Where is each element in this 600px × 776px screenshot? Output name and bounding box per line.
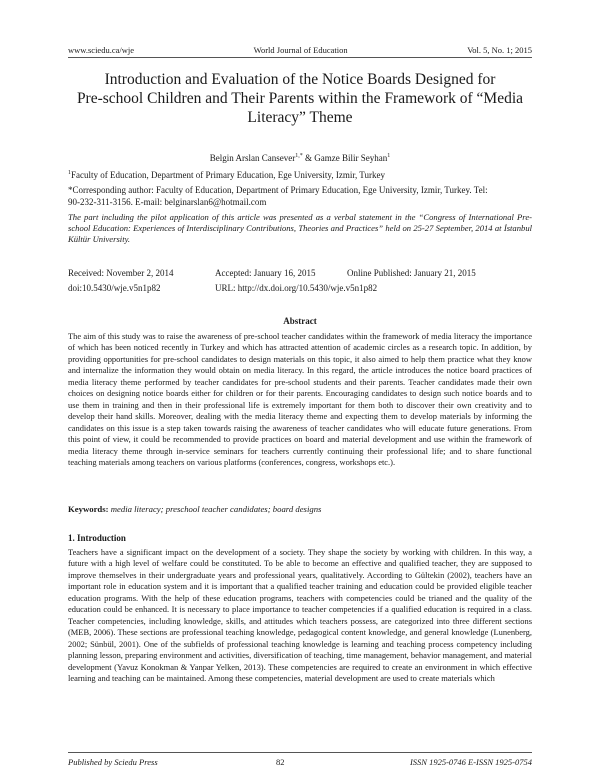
keywords bbox=[68, 504, 532, 514]
published-date: Online Published: January 21, 2015 bbox=[347, 268, 476, 278]
title-line: Pre-school Children and Their Parents within the Framework of “Media bbox=[76, 90, 524, 107]
journal-name: World Journal of Education bbox=[253, 45, 348, 55]
affiliation-text: Faculty of Education, Department of Primary Education, Ege University, Izmir, Turkey bbox=[71, 170, 385, 180]
issn: ISSN 1925-0746 E-ISSN 1925-0754 bbox=[409, 757, 532, 767]
page-number: 82 bbox=[276, 757, 285, 767]
publisher: Published by Sciedu Press bbox=[68, 757, 158, 767]
abstract-heading: Abstract bbox=[283, 316, 317, 326]
author-list bbox=[68, 153, 532, 163]
abstract-body: The aim of this study was to raise the awareness of pre-school teacher candidates within the framework of media literacy the importance of which has been noticed recently in Turkey and which has attracted attention of academic circles as a research topic. In addition, by providing opportunities for pre-school candidates to design materials on this topic, it also aimed to help them practice what they know and internalize the information they would obtain on media literacy. In this regard, the article introduces the notice board practices of media literacy theme performed by teacher candidates for pre-school students and their parents. Teacher candidates made their own choices on designing notice boards either for children or for their parents. Encouraging candidates to design such notice boards and to use them in training and then in their professional life is extremely important for them both to discover their own creativity and to develop their hand skills. Moreover, dealing with the media literacy theme and expecting them to develop materials by informing the candidates on this issue is a step taken towards raising the awareness of teacher candidates who will educate future generations. From this point of view, it could be recommended to provide practices on board and material development and use within the framework of media literacy theme through in-service seminars for teachers currently continuing their professional life; and to share functional teaching materials among teachers on various platforms (conferences, congress, workshops etc.). bbox=[68, 331, 532, 467]
title-line: Introduction and Evaluation of the Notice Boards Designed for bbox=[104, 71, 496, 88]
paper-title bbox=[60, 70, 540, 127]
keywords-text: media literacy; preschool teacher candidates; board designs bbox=[108, 504, 322, 514]
correspondence-line[interactable]: 90-232-311-3156. E-mail: belginarslan6@hotmail.com bbox=[68, 196, 267, 207]
affiliation-superscript: 1 bbox=[68, 170, 71, 176]
author-superscript: 1,* bbox=[295, 153, 303, 159]
author-connector: & bbox=[302, 153, 315, 163]
author-name: Belgin Arslan Cansever bbox=[209, 153, 296, 163]
volume-info: Vol. 5, No. 1; 2015 bbox=[467, 45, 532, 55]
title-line: Literacy” Theme bbox=[247, 109, 353, 126]
header-divider bbox=[68, 57, 532, 58]
accepted-date: Accepted: January 16, 2015 bbox=[215, 268, 316, 278]
introduction-body: Teachers have a significant impact on the development of a society. They shape the society by working with children. In this way, a future with a high level of welfare could be constituted. To be able to become an effective and qualified teacher, they are supposed to improve themselves in their undergraduate years and professional years, qualitatively. According to Gültekin (2002), teachers have an important role in education system and it is important that a qualified teacher training and education could be provided eligible teacher education programs. With the help of these education programs, teachers with competencies could be trianed and the quality of the education could be enhanced. It is necessary to place importance to teacher competencies if a qualified education is required in a class. Teacher competencies, including knowledge, skills, and attitudes which teachers possess, are categorized into three different sections (MEB, 2006). These sections are professional teaching knowledge, pedagogical content knowledge, and general knowledge (Lunenberg, 2002; Sünbül, 2001). One of the subfields of professional teaching knowledge is learning and teaching process competency including planning lesson, preparing environment and activities, diversification of teaching, time management, behavior management, and material development (Yavuz Konokman & Yanpar Yelken, 2013). These competencies are required to create an environment in which effective learning and teaching can be maintained. Among these competencies, material development are used to create materials which bbox=[68, 547, 532, 683]
received-date: Received: November 2, 2014 bbox=[68, 268, 174, 278]
keywords-label: Keywords: bbox=[68, 504, 109, 514]
corresponding-author bbox=[68, 185, 532, 208]
author-superscript: 1 bbox=[387, 153, 391, 159]
section-heading: 1. Introduction bbox=[68, 533, 126, 543]
doi[interactable]: doi:10.5430/wje.v5n1p82 bbox=[68, 283, 161, 293]
correspondence-line: *Corresponding author: Faculty of Education, Department of Primary Education, Ege University, Izmir, Turkey. Tel: bbox=[68, 185, 488, 195]
article-url[interactable]: URL: http://dx.doi.org/10.5430/wje.v5n1p82 bbox=[215, 283, 378, 293]
affiliation bbox=[68, 168, 532, 182]
journal-url[interactable]: www.sciedu.ca/wje bbox=[68, 45, 135, 55]
running-header bbox=[68, 45, 532, 55]
presentation-note: The part including the pilot application of this article was presented as a verbal statement in the “Congress of International Pre-school Education: Experiences of Interdisciplinary Contributions, Theories and Practices” held on 25-27 September, 2014 at İstanbul Kültür University. bbox=[68, 212, 532, 244]
author-name: Gamze Bilir Seyhan bbox=[314, 153, 388, 163]
footer-divider bbox=[68, 752, 532, 753]
